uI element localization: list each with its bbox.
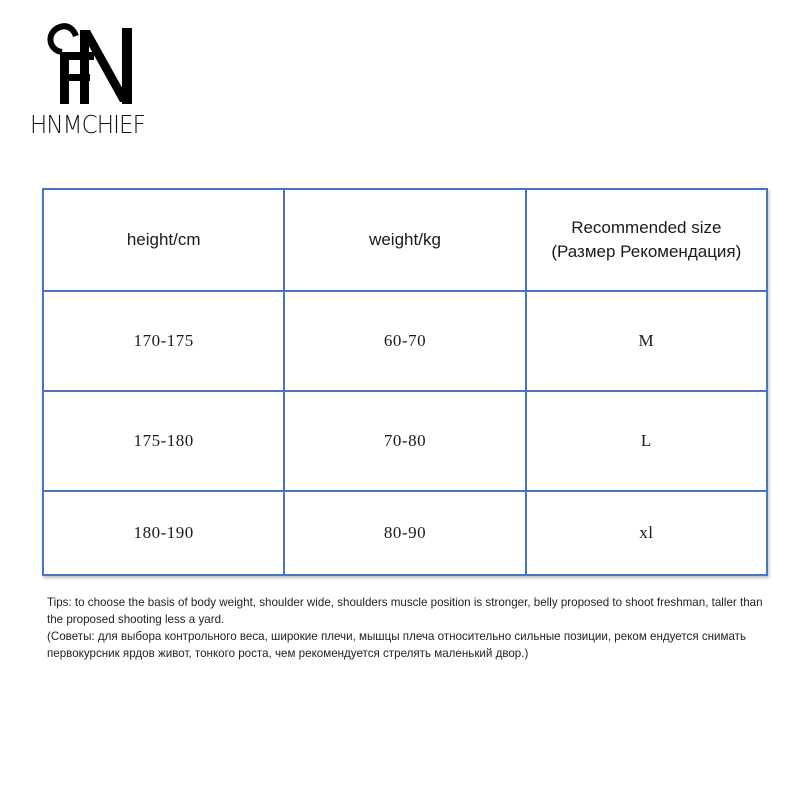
tips-english: Tips: to choose the basis of body weight, shoulder wide, shoulders muscle position is stronger, belly proposed to shoot freshman, taller than the proposed shooting less a yard. — [47, 596, 763, 626]
cell-size: xl — [526, 491, 767, 575]
header-recommended-size-ru: (Размер Рекомендация) — [551, 242, 742, 261]
brand-logo — [30, 22, 175, 142]
tips-russian: (Советы: для выбора контрольного веса, широкие плечи, мышцы плеча относительно сильные позиции, реком ендуется снимать первокурсник ярдов живот, тонкого роста, чем рекомендуется стрелять маленький двор.) — [47, 630, 747, 660]
cell-weight: 60-70 — [284, 291, 525, 391]
cell-size: M — [526, 291, 767, 391]
cell-size: L — [526, 391, 767, 491]
table-row — [43, 291, 767, 391]
table-row — [43, 491, 767, 575]
cell-height: 180-190 — [43, 491, 284, 575]
header-recommended-size — [526, 189, 767, 291]
table-header-row — [43, 189, 767, 291]
brand-name: HNMCHIEF — [30, 110, 145, 139]
cell-height: 170-175 — [43, 291, 284, 391]
header-weight: weight/kg — [284, 189, 525, 291]
cell-weight: 80-90 — [284, 491, 525, 575]
table-row — [43, 391, 767, 491]
header-recommended-size-en: Recommended size — [571, 218, 722, 237]
header-height: height/cm — [43, 189, 284, 291]
cell-weight: 70-80 — [284, 391, 525, 491]
tips-text — [47, 594, 767, 662]
logo-mark-icon — [40, 22, 152, 112]
cell-height: 175-180 — [43, 391, 284, 491]
size-chart-table — [42, 188, 768, 576]
